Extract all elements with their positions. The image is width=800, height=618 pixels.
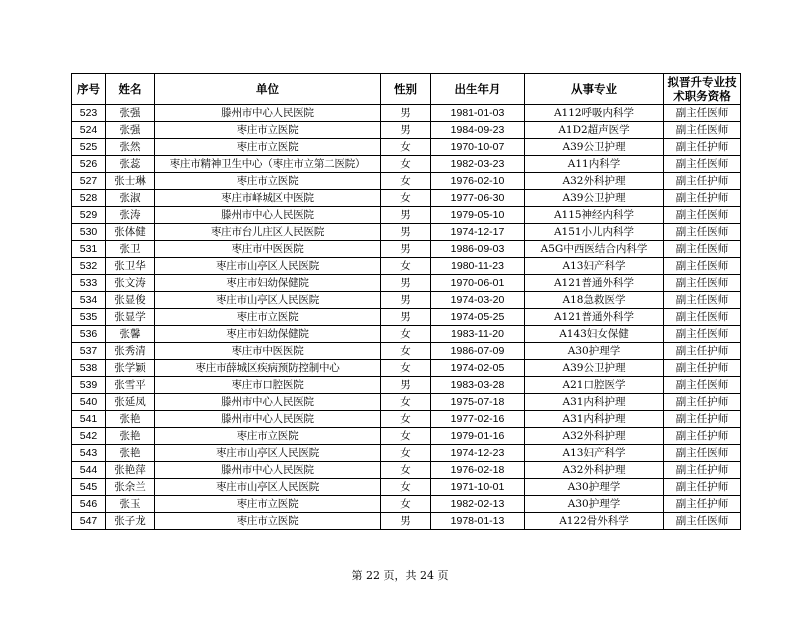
cell-unit: 枣庄市立医院 [155, 139, 381, 156]
cell-birth: 1970-06-01 [431, 275, 525, 292]
cell-gender: 女 [381, 156, 431, 173]
cell-gender: 女 [381, 479, 431, 496]
cell-unit: 枣庄市精神卫生中心（枣庄市立第二医院） [155, 156, 381, 173]
cell-title: 副主任医师 [664, 156, 741, 173]
cell-title: 副主任医师 [664, 258, 741, 275]
cell-unit: 枣庄市口腔医院 [155, 377, 381, 394]
cell-name: 张艳 [106, 411, 155, 428]
table-row [72, 428, 741, 445]
cell-name: 张余兰 [106, 479, 155, 496]
cell-major: A39公卫护理 [525, 190, 664, 207]
cell-title: 副主任护师 [664, 173, 741, 190]
cell-birth: 1981-01-03 [431, 105, 525, 122]
cell-unit: 枣庄市山亭区人民医院 [155, 445, 381, 462]
cell-title: 副主任医师 [664, 105, 741, 122]
table-row [72, 105, 741, 122]
cell-name: 张涛 [106, 207, 155, 224]
cell-title: 副主任护师 [664, 496, 741, 513]
table-row [72, 173, 741, 190]
table-row [72, 462, 741, 479]
cell-seq: 544 [72, 462, 106, 479]
cell-name: 张文涛 [106, 275, 155, 292]
page-number: 第 22 页，共 24 页 [351, 569, 449, 582]
cell-seq: 540 [72, 394, 106, 411]
cell-major: A115神经内科学 [525, 207, 664, 224]
table-row [72, 360, 741, 377]
header-birth: 出生年月 [431, 74, 525, 105]
cell-unit: 枣庄市山亭区人民医院 [155, 258, 381, 275]
cell-major: A32外科护理 [525, 173, 664, 190]
cell-seq: 539 [72, 377, 106, 394]
cell-gender: 男 [381, 377, 431, 394]
cell-name: 张显学 [106, 309, 155, 326]
cell-unit: 滕州市中心人民医院 [155, 411, 381, 428]
cell-title: 副主任护师 [664, 394, 741, 411]
table-row [72, 241, 741, 258]
cell-name: 张显俊 [106, 292, 155, 309]
cell-seq: 541 [72, 411, 106, 428]
cell-title: 副主任护师 [664, 411, 741, 428]
cell-gender: 女 [381, 445, 431, 462]
cell-major: A39公卫护理 [525, 360, 664, 377]
cell-major: A121普通外科学 [525, 275, 664, 292]
table-row [72, 394, 741, 411]
cell-name: 张蕊 [106, 156, 155, 173]
cell-name: 张卫华 [106, 258, 155, 275]
cell-title: 副主任医师 [664, 292, 741, 309]
cell-title: 副主任医师 [664, 377, 741, 394]
cell-seq: 530 [72, 224, 106, 241]
cell-name: 张强 [106, 122, 155, 139]
cell-unit: 枣庄市立医院 [155, 513, 381, 530]
cell-seq: 538 [72, 360, 106, 377]
cell-major: A143妇女保健 [525, 326, 664, 343]
cell-major: A13妇产科学 [525, 445, 664, 462]
cell-name: 张卫 [106, 241, 155, 258]
header-unit: 单位 [155, 74, 381, 105]
cell-unit: 枣庄市立医院 [155, 173, 381, 190]
cell-seq: 545 [72, 479, 106, 496]
cell-gender: 男 [381, 105, 431, 122]
cell-title: 副主任医师 [664, 513, 741, 530]
cell-name: 张子龙 [106, 513, 155, 530]
cell-gender: 男 [381, 513, 431, 530]
cell-unit: 枣庄市台儿庄区人民医院 [155, 224, 381, 241]
cell-name: 张艳萍 [106, 462, 155, 479]
cell-birth: 1982-03-23 [431, 156, 525, 173]
header-major: 从事专业 [525, 74, 664, 105]
cell-gender: 女 [381, 173, 431, 190]
cell-birth: 1977-06-30 [431, 190, 525, 207]
cell-birth: 1971-10-01 [431, 479, 525, 496]
cell-major: A112呼吸内科学 [525, 105, 664, 122]
cell-name: 张雪平 [106, 377, 155, 394]
cell-major: A121普通外科学 [525, 309, 664, 326]
cell-birth: 1975-07-18 [431, 394, 525, 411]
cell-birth: 1976-02-18 [431, 462, 525, 479]
cell-major: A13妇产科学 [525, 258, 664, 275]
cell-unit: 滕州市中心人民医院 [155, 207, 381, 224]
cell-birth: 1974-05-25 [431, 309, 525, 326]
cell-gender: 男 [381, 309, 431, 326]
cell-major: A30护理学 [525, 343, 664, 360]
cell-gender: 男 [381, 292, 431, 309]
cell-seq: 527 [72, 173, 106, 190]
cell-unit: 枣庄市妇幼保健院 [155, 326, 381, 343]
cell-gender: 女 [381, 428, 431, 445]
cell-name: 张学颖 [106, 360, 155, 377]
cell-name: 张延凤 [106, 394, 155, 411]
cell-gender: 男 [381, 275, 431, 292]
cell-gender: 女 [381, 139, 431, 156]
cell-unit: 滕州市中心人民医院 [155, 105, 381, 122]
header-title: 拟晋升专业技术职务资格 [664, 74, 741, 105]
cell-name: 张士琳 [106, 173, 155, 190]
cell-title: 副主任医师 [664, 122, 741, 139]
cell-birth: 1974-03-20 [431, 292, 525, 309]
table-row [72, 258, 741, 275]
cell-unit: 枣庄市立医院 [155, 428, 381, 445]
table-row [72, 479, 741, 496]
header-seq: 序号 [72, 74, 106, 105]
cell-major: A31内科护理 [525, 394, 664, 411]
cell-gender: 男 [381, 224, 431, 241]
cell-major: A39公卫护理 [525, 139, 664, 156]
cell-title: 副主任医师 [664, 326, 741, 343]
cell-title: 副主任护师 [664, 428, 741, 445]
cell-unit: 枣庄市妇幼保健院 [155, 275, 381, 292]
cell-birth: 1974-02-05 [431, 360, 525, 377]
cell-unit: 枣庄市立医院 [155, 309, 381, 326]
table-row [72, 411, 741, 428]
header-name: 姓名 [106, 74, 155, 105]
cell-major: A30护理学 [525, 496, 664, 513]
cell-major: A5G中西医结合内科学 [525, 241, 664, 258]
table-row [72, 207, 741, 224]
cell-gender: 女 [381, 190, 431, 207]
cell-title: 副主任护师 [664, 190, 741, 207]
cell-name: 张强 [106, 105, 155, 122]
cell-seq: 543 [72, 445, 106, 462]
cell-gender: 男 [381, 122, 431, 139]
cell-name: 张体健 [106, 224, 155, 241]
cell-unit: 枣庄市薛城区疾病预防控制中心 [155, 360, 381, 377]
cell-birth: 1978-01-13 [431, 513, 525, 530]
cell-major: A1D2超声医学 [525, 122, 664, 139]
cell-seq: 532 [72, 258, 106, 275]
table-row [72, 309, 741, 326]
cell-title: 副主任医师 [664, 275, 741, 292]
cell-birth: 1980-11-23 [431, 258, 525, 275]
cell-seq: 535 [72, 309, 106, 326]
cell-unit: 枣庄市山亭区人民医院 [155, 479, 381, 496]
cell-seq: 546 [72, 496, 106, 513]
cell-title: 副主任护师 [664, 360, 741, 377]
cell-major: A31内科护理 [525, 411, 664, 428]
table-row [72, 139, 741, 156]
cell-title: 副主任护师 [664, 139, 741, 156]
cell-birth: 1977-02-16 [431, 411, 525, 428]
cell-seq: 534 [72, 292, 106, 309]
cell-birth: 1970-10-07 [431, 139, 525, 156]
header-gender: 性别 [381, 74, 431, 105]
cell-seq: 536 [72, 326, 106, 343]
cell-birth: 1983-03-28 [431, 377, 525, 394]
cell-name: 张艳 [106, 445, 155, 462]
table-row [72, 292, 741, 309]
header-row [72, 74, 741, 105]
table-row [72, 377, 741, 394]
cell-title: 副主任医师 [664, 241, 741, 258]
cell-title: 副主任护师 [664, 462, 741, 479]
cell-seq: 526 [72, 156, 106, 173]
cell-major: A32外科护理 [525, 428, 664, 445]
cell-seq: 524 [72, 122, 106, 139]
cell-seq: 523 [72, 105, 106, 122]
cell-gender: 女 [381, 411, 431, 428]
cell-seq: 528 [72, 190, 106, 207]
table-row [72, 275, 741, 292]
cell-major: A18急救医学 [525, 292, 664, 309]
cell-unit: 枣庄市中医医院 [155, 343, 381, 360]
cell-title: 副主任医师 [664, 207, 741, 224]
table-row [72, 513, 741, 530]
cell-birth: 1986-09-03 [431, 241, 525, 258]
cell-gender: 女 [381, 394, 431, 411]
cell-major: A122骨外科学 [525, 513, 664, 530]
cell-birth: 1979-05-10 [431, 207, 525, 224]
table-row [72, 224, 741, 241]
cell-major: A30护理学 [525, 479, 664, 496]
cell-title: 副主任医师 [664, 309, 741, 326]
cell-birth: 1974-12-23 [431, 445, 525, 462]
cell-birth: 1986-07-09 [431, 343, 525, 360]
roster-table [71, 73, 741, 530]
table-body [72, 105, 741, 530]
cell-major: A11内科学 [525, 156, 664, 173]
cell-birth: 1984-09-23 [431, 122, 525, 139]
cell-birth: 1979-01-16 [431, 428, 525, 445]
cell-name: 张淑 [106, 190, 155, 207]
table-row [72, 122, 741, 139]
cell-unit: 枣庄市峄城区中医院 [155, 190, 381, 207]
table-row [72, 326, 741, 343]
cell-unit: 枣庄市山亭区人民医院 [155, 292, 381, 309]
cell-gender: 女 [381, 326, 431, 343]
cell-gender: 女 [381, 360, 431, 377]
table-row [72, 496, 741, 513]
table-row [72, 190, 741, 207]
cell-title: 副主任医师 [664, 445, 741, 462]
cell-major: A32外科护理 [525, 462, 664, 479]
cell-seq: 542 [72, 428, 106, 445]
cell-name: 张秀清 [106, 343, 155, 360]
cell-birth: 1983-11-20 [431, 326, 525, 343]
cell-gender: 女 [381, 258, 431, 275]
cell-gender: 男 [381, 207, 431, 224]
cell-title: 副主任医师 [664, 224, 741, 241]
cell-birth: 1982-02-13 [431, 496, 525, 513]
cell-title: 副主任护师 [664, 479, 741, 496]
table-row [72, 343, 741, 360]
cell-major: A151小儿内科学 [525, 224, 664, 241]
cell-major: A21口腔医学 [525, 377, 664, 394]
cell-name: 张玉 [106, 496, 155, 513]
cell-unit: 枣庄市中医医院 [155, 241, 381, 258]
cell-unit: 滕州市中心人民医院 [155, 394, 381, 411]
cell-seq: 533 [72, 275, 106, 292]
cell-gender: 女 [381, 462, 431, 479]
cell-seq: 525 [72, 139, 106, 156]
cell-seq: 547 [72, 513, 106, 530]
cell-birth: 1976-02-10 [431, 173, 525, 190]
cell-title: 副主任护师 [664, 343, 741, 360]
cell-seq: 537 [72, 343, 106, 360]
cell-gender: 女 [381, 496, 431, 513]
cell-birth: 1974-12-17 [431, 224, 525, 241]
table-row [72, 445, 741, 462]
table-row [72, 156, 741, 173]
cell-name: 张馨 [106, 326, 155, 343]
cell-unit: 枣庄市立医院 [155, 122, 381, 139]
cell-unit: 滕州市中心人民医院 [155, 462, 381, 479]
cell-gender: 男 [381, 241, 431, 258]
cell-seq: 531 [72, 241, 106, 258]
cell-gender: 女 [381, 343, 431, 360]
cell-name: 张然 [106, 139, 155, 156]
cell-seq: 529 [72, 207, 106, 224]
cell-name: 张艳 [106, 428, 155, 445]
cell-unit: 枣庄市立医院 [155, 496, 381, 513]
